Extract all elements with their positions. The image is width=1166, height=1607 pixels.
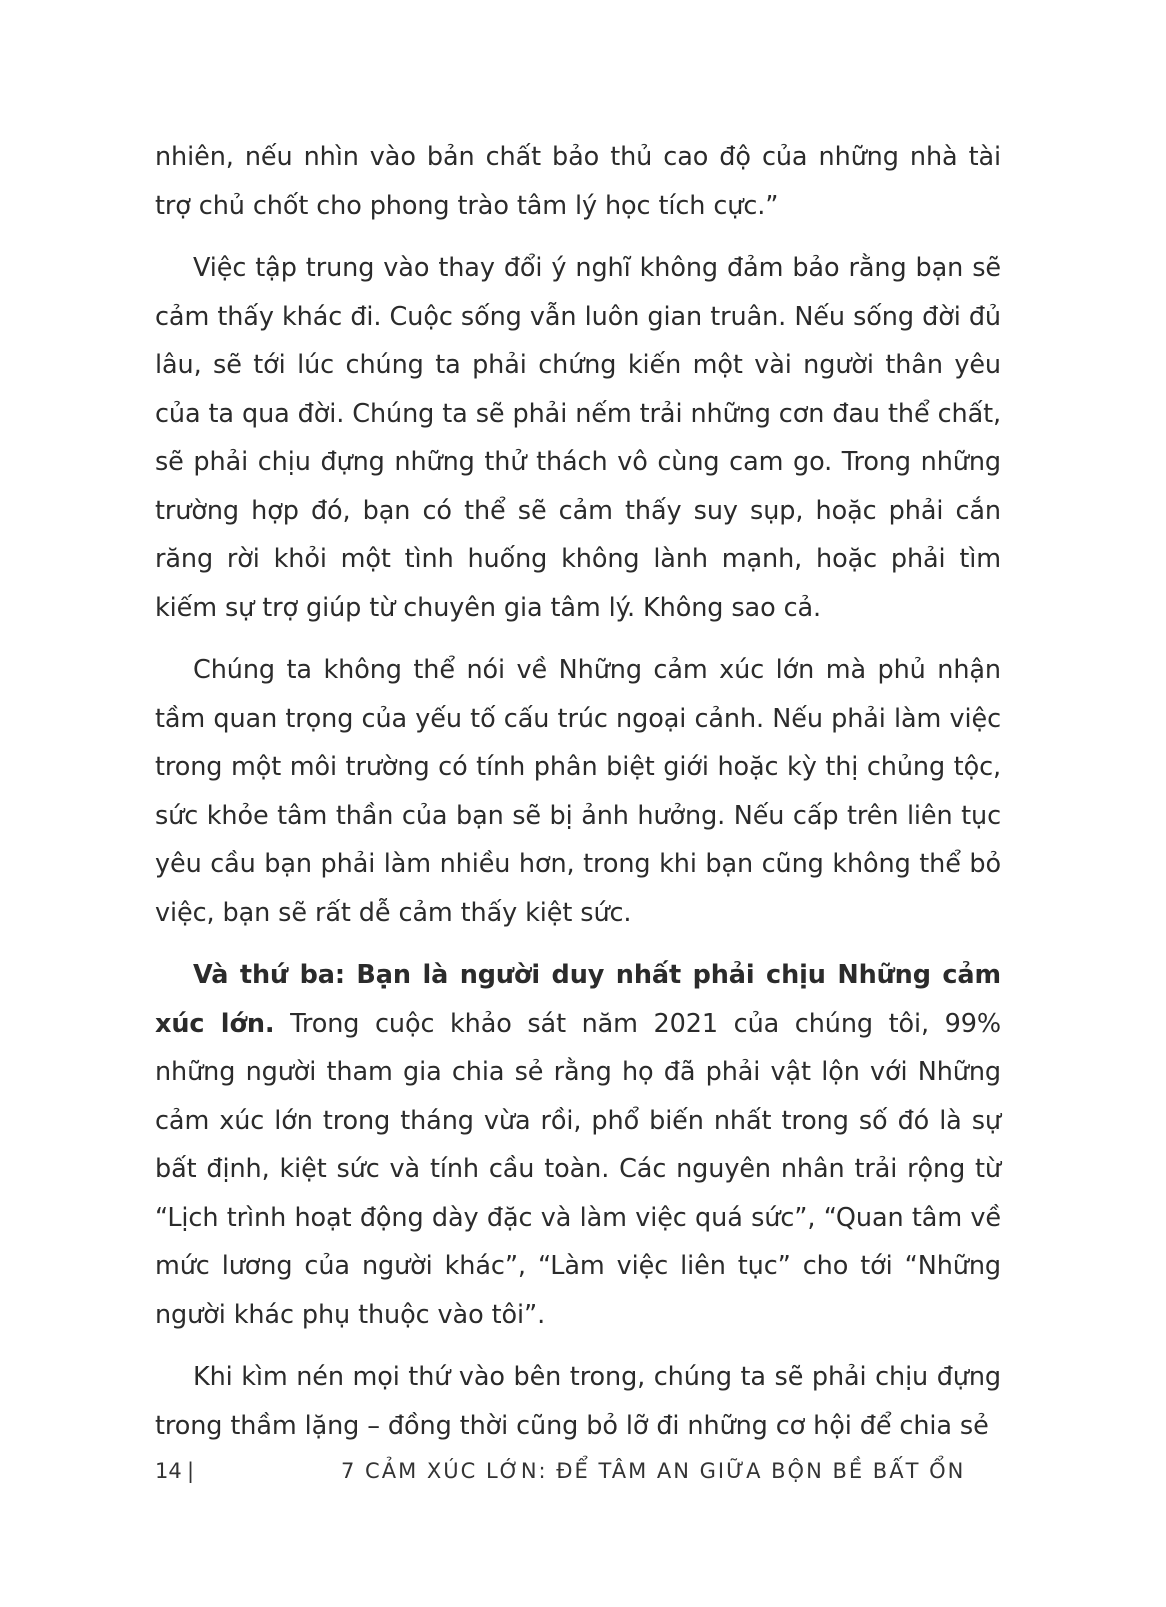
paragraph-suppression: Khi kìm nén mọi thứ vào bên trong, chúng ta sẽ phải chịu đựng trong thầm lặng – đồng thời cũng bỏ lỡ đi những cơ hội để chia sẻ <box>155 1362 1001 1441</box>
paragraph-survey-text: Trong cuộc khảo sát năm 2021 của chúng tôi, 99% những người tham gia chia sẻ rằng họ đã phải vật lộn với Những cảm xúc lớn trong tháng vừa rồi, phổ biến nhất trong số đó là sự bất định, kiệt sức và tính cầu toàn. Các nguyên nhân trải rộng từ “Lịch trình hoạt động dày đặc và làm việc quá sức”, “Quan tâm về mức lương của người khác”, “Làm việc liên tục” cho tới “Những người khác phụ thuộc vào tôi”. <box>155 1008 1001 1330</box>
page-number: 14 <box>155 1459 182 1483</box>
paragraph-third-point <box>155 951 1001 1339</box>
paragraph-lead-bold: Và thứ ba: Bạn là người duy nhất phải chịu Những cảm xúc lớn. <box>155 960 1001 1039</box>
page-footer <box>155 1455 1001 1487</box>
running-title: 7 CẢM XÚC LỚN: ĐỂ TÂM AN GIỮA BỘN BỀ BẤT ỔN <box>341 1459 966 1483</box>
page-body <box>155 133 1001 1464</box>
paragraph-life-hardship: Việc tập trung vào thay đổi ý nghĩ không đảm bảo rằng bạn sẽ cảm thấy khác đi. Cuộc sống vẫn luôn gian truân. Nếu sống đời đủ lâu, sẽ tới lúc chúng ta phải chứng kiến một vài người thân yêu của ta qua đời. Chúng ta sẽ phải nếm trải những cơn đau thể chất, sẽ phải chịu đựng những thử thách vô cùng cam go. Trong những trường hợp đó, bạn có thể sẽ cảm thấy suy sụp, hoặc phải cắn răng rời khỏi một tình huống không lành mạnh, hoặc phải tìm kiếm sự trợ giúp từ chuyên gia tâm lý. Không sao cả. <box>155 253 1001 623</box>
footer-separator: | <box>187 1459 195 1483</box>
paragraph-continued: nhiên, nếu nhìn vào bản chất bảo thủ cao độ của những nhà tài trợ chủ chốt cho phong trào tâm lý học tích cực.” <box>155 142 1001 221</box>
paragraph-structural-factors: Chúng ta không thể nói về Những cảm xúc lớn mà phủ nhận tầm quan trọng của yếu tố cấu trúc ngoại cảnh. Nếu phải làm việc trong một môi trường có tính phân biệt giới hoặc kỳ thị chủng tộc, sức khỏe tâm thần của bạn sẽ bị ảnh hưởng. Nếu cấp trên liên tục yêu cầu bạn phải làm nhiều hơn, trong khi bạn cũng không thể bỏ việc, bạn sẽ rất dễ cảm thấy kiệt sức. <box>155 655 1001 928</box>
